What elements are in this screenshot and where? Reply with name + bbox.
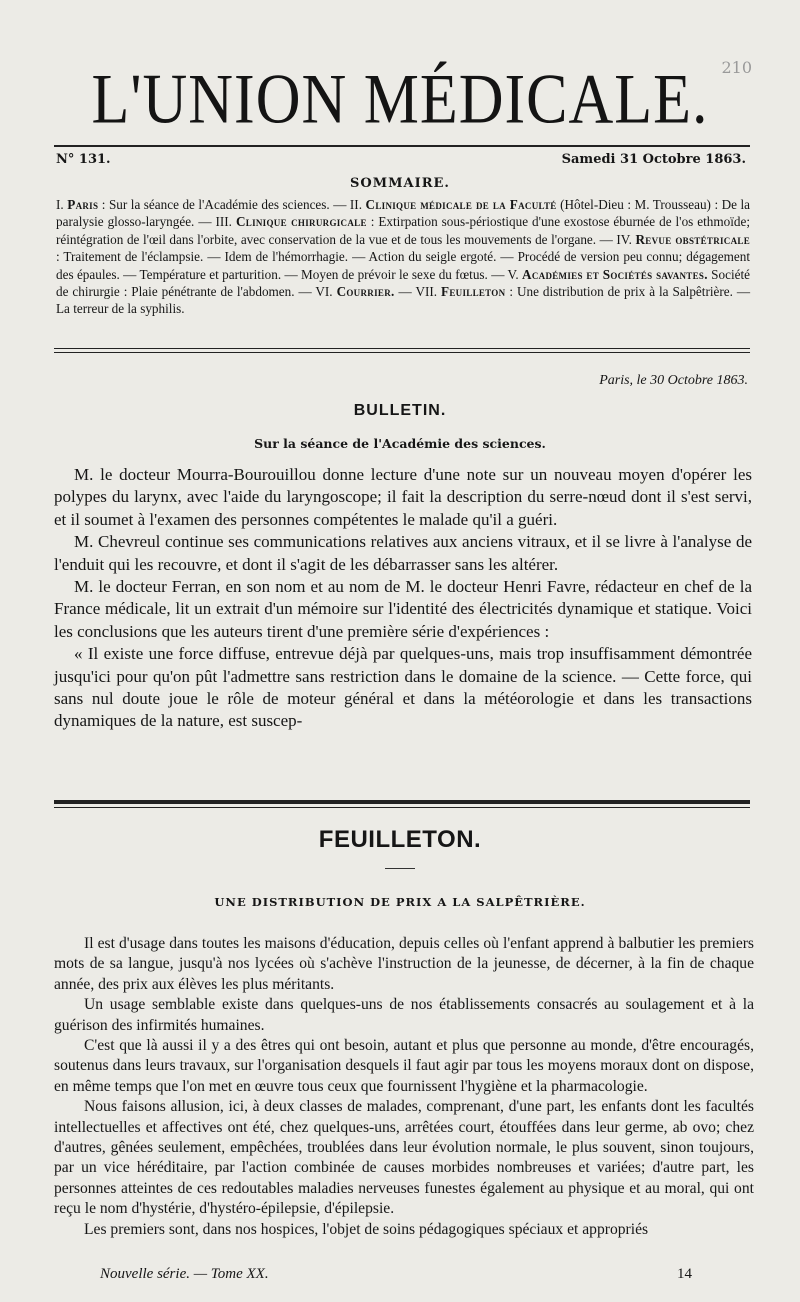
sommaire-item-number: VII. — [415, 284, 438, 300]
sommaire-item-text: : Traitement de l'éclampsie. — Idem de l'hémorrhagie. — Action du seigle ergoté. — Procédé de version peu connu; dégagement des épaules. — Température et parturition. — Moyen de prévoir le sexe du fœtus. — — [56, 249, 750, 282]
bulletin-paragraph: M. le docteur Mourra-Bourouillou donne lecture d'une note sur un nouveau moyen d'opérer les polypes du larynx, avec l'aide du laryngoscope; il fait la description du serre-nœud dont il s'est servi, et il soumet à l'examen des personnes compétentes le malade qu'il a guéri. — [54, 465, 752, 529]
issue-date: Samedi 31 Octobre 1863. — [561, 152, 746, 167]
masthead-title: L'UNION MÉDICALE. — [91, 60, 709, 139]
bulletin-subtitle: Sur la séance de l'Académie des sciences. — [254, 436, 546, 451]
sommaire-item-text: (Hôtel-Dieu : M. Trousseau) : De la paralysie glosso-laryngée. — — [56, 197, 751, 230]
feuilleton-paragraph: Les premiers sont, dans nos hospices, l'objet de soins pédagogiques spéciaux et appropriés — [84, 1220, 649, 1238]
feuilleton-subtitle: UNE DISTRIBUTION DE PRIX A LA SALPÊTRIÈRE. — [214, 895, 586, 909]
sommaire-item-label: Revue obstétricale — [635, 231, 751, 247]
sommaire-item-number: I. — [56, 197, 64, 212]
issue-row — [56, 152, 746, 167]
bulletin-paragraph: M. Chevreul continue ses communications relatives aux anciens vitraux, et il se livre à l'analyse de l'enduit qui les recouvre, et dont il s'agit de les débarrasser sans les altérer. — [54, 532, 752, 574]
sommaire-item-label: Clinique médicale de la Faculté — [365, 197, 557, 212]
bulletin-paragraph: M. le docteur Ferran, en son nom et au nom de M. le docteur Henri Favre, rédacteur en chef de la France médicale, lit un extrait d'un mémoire sur l'identité des électricités dynamique et statique. Voici les conclusions que les auteurs tirent d'une première série d'expériences : — [54, 577, 752, 641]
sommaire-item-label: Paris — [67, 197, 99, 212]
sommaire-item-label: Académies et Sociétés savantes. — [522, 266, 708, 282]
sommaire-item-text: Société de chirurgie : Plaie pénétrante de l'abdomen. — — [56, 266, 750, 300]
bulletin-paragraph: « Il existe une force diffuse, entrevue déjà par quelques-uns, mais trop insuffisamment démontrée jusqu'ici pour qu'on pût l'admettre sans restriction dans le domaine de la science. — Cette force, qui sans nul doute joue le rôle de moteur général et dans la météorologie et dans les transactions dynamiques de la nature, est suscep- — [54, 644, 752, 731]
sommaire-item-number: VI. — [315, 284, 333, 300]
bulletin-date-line: Paris, le 30 Octobre 1863. — [599, 373, 748, 388]
sommaire-rule-top — [54, 348, 750, 349]
sommaire-item-text: : Extirpation sous-périostique d'une exostose éburnée de l'os ethmoïde; réintégration de l'œil dans l'orbite, avec conservation de la vue et de tous les mouvements de l'organe. — — [56, 214, 750, 247]
sommaire-item-label: Feuilleton — [441, 284, 506, 300]
feuilleton-paragraph: Nous faisons allusion, ici, à deux classes de malades, comprenant, d'une part, les enfants dont les facultés intellectuelles et affectives ont été, chez quelques-uns, arrêtées court, étouffées dans leur germe, ab ovo; chez d'autres, gênées seulement, empêchées, troublées dans leur évolution normale, le plus souvent, sinon toujours, par un vice héréditaire, par l'action combinée de causes morbides nombreuses et variées; d'autre part, les personnes atteintes de ces redoutables maladies nerveuses funestes également au physique et au moral, qui ont reçu le nom d'hystérie, d'hystéro-épilepsie, d'épilepsie. — [54, 1098, 754, 1218]
sommaire-item-label: Clinique chirurgicale — [235, 214, 367, 230]
bulletin-title: BULLETIN. — [353, 402, 447, 419]
feuilleton-paragraph: Il est d'usage dans toutes les maisons d'éducation, depuis celles où l'enfant apprend à balbutier les premiers mots de sa langue, jusqu'à nos lycées où s'achève l'instruction de la jeunesse, de décerner, à la fin de chaque année, des prix aux élèves les plus méritants. — [54, 935, 754, 993]
feuilleton-dash — [385, 868, 415, 869]
feuilleton-paragraph: Un usage semblable existe dans quelques-uns de nos établissements consacrés au soulagement et à la guérison des infirmités humaines. — [54, 996, 754, 1034]
feuilleton-title: FEUILLETON. — [318, 826, 482, 853]
feuilleton-body — [54, 934, 754, 1240]
sommaire-item-number: III. — [215, 214, 232, 230]
sommaire-item-number: V. — [507, 266, 519, 282]
bulletin-body — [54, 464, 752, 733]
sommaire-item-number: IV. — [616, 231, 632, 247]
masthead-rule — [54, 145, 750, 147]
sommaire-list — [56, 196, 750, 318]
feuilleton-rule-thin — [54, 807, 750, 808]
sommaire-title: SOMMAIRE. — [350, 176, 450, 191]
sommaire-item-text: : Une distribution de prix à la Salpêtrière. — La terreur de la syphilis. — [56, 284, 751, 317]
page-number: 210 — [721, 58, 752, 77]
sommaire-item-text: : Sur la séance de l'Académie des sciences. — — [98, 197, 350, 212]
sommaire-item-text: — — [394, 284, 416, 300]
issue-number: N° 131. — [56, 152, 111, 167]
footer-sheet-number: 14 — [677, 1266, 692, 1282]
footer-series: Nouvelle série. — Tome XX. — [100, 1266, 269, 1282]
sommaire-item-label: Courrier. — [336, 284, 395, 300]
feuilleton-paragraph: C'est que là aussi il y a des êtres qui ont besoin, autant et plus que personne au monde, d'être encouragés, soutenus dans leurs travaux, sur l'organisation desquels il faut agir par tous les moyens moraux dont on dispose, en même temps que l'on met en œuvre tous ceux que fournissent l'hygiène et la pharmacologie. — [54, 1037, 754, 1095]
sommaire-rule-bottom — [54, 352, 750, 353]
feuilleton-rule-thick — [54, 800, 750, 804]
page-footer — [100, 1266, 692, 1283]
sommaire-item-number: II. — [349, 197, 362, 212]
